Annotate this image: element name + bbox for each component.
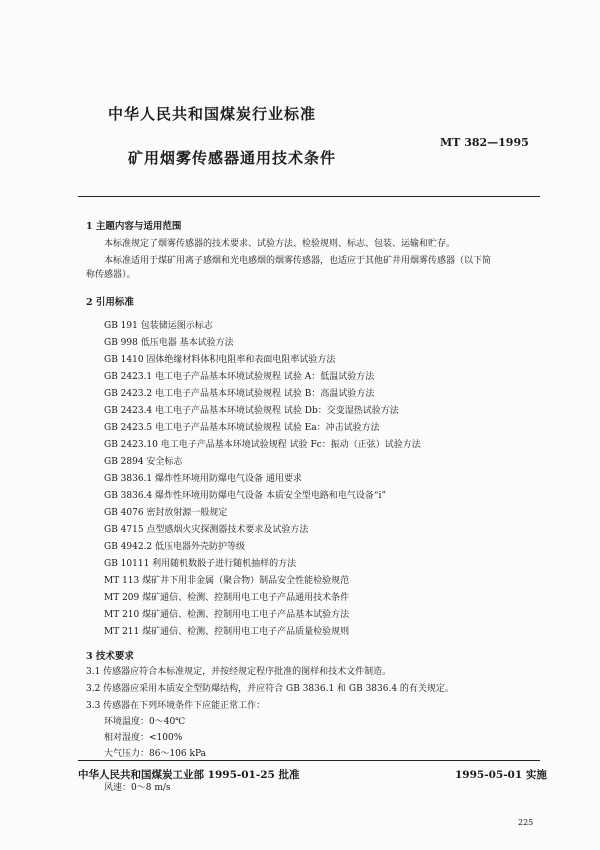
document-title: 矿用烟雾传感器通用技术条件 [128, 149, 337, 167]
reference-item: GB 3836.4 爆炸性环境用防爆电气设备 本质安全型电路和电气设备“i” [104, 491, 386, 501]
reference-item: MT 210 煤矿通信、检测、控制用电工电子产品基本试验方法 [104, 610, 350, 620]
reference-item: GB 4076 密封放射源一般规定 [104, 508, 228, 518]
condition-wind-speed: 风速：0～8 m/s [104, 783, 171, 793]
reference-item: GB 2423.10 电工电子产品基本环境试验规程 试验 Fc：振动（正弦）试验方法 [104, 440, 421, 450]
reference-item: GB 191 包装储运图示标志 [104, 321, 213, 331]
implementation-date: 1995-05-01 实施 [455, 769, 547, 781]
condition-humidity: 相对湿度：<100% [104, 733, 183, 743]
section-2-heading: 2 引用标准 [86, 297, 134, 308]
reference-item: GB 1410 固体绝缘材料体积电阻率和表面电阻率试验方法 [104, 355, 336, 365]
header-divider [78, 196, 540, 197]
clause-3-2: 3.2 传感器应采用本质安全型防爆结构，并应符合 GB 3836.1 和 GB 3836.4 的有关规定。 [86, 684, 454, 694]
reference-item: GB 2423.4 电工电子产品基本环境试验规程 试验 Db：交变湿热试验方法 [104, 406, 399, 416]
industry-standard-title: 中华人民共和国煤炭行业标准 [108, 105, 317, 123]
clause-3-3: 3.3 传感器在下列环境条件下应能正常工作： [86, 701, 266, 711]
reference-item: GB 2423.1 电工电子产品基本环境试验规程 试验 A：低温试验方法 [104, 372, 375, 382]
section-3-heading: 3 技术要求 [86, 651, 134, 662]
condition-pressure: 大气压力：86～106 kPa [104, 749, 206, 759]
section-1-heading: 1 主题内容与适用范围 [86, 221, 182, 232]
reference-item: MT 209 煤矿通信、检测、控制用电工电子产品通用技术条件 [104, 593, 350, 603]
reference-item: MT 113 煤矿井下用非金属（聚合物）制品安全性能检验规范 [104, 576, 350, 586]
section-1-paragraph-2-cont: 称传感器）。 [86, 270, 136, 280]
footer-divider [78, 760, 540, 761]
reference-item: GB 998 低压电器 基本试验方法 [104, 338, 234, 348]
reference-item: GB 10111 利用随机数骰子进行随机抽样的方法 [104, 559, 297, 569]
reference-item: GB 2423.2 电工电子产品基本环境试验规程 试验 B：高温试验方法 [104, 389, 375, 399]
reference-item: GB 4715 点型感烟火灾探测器技术要求及试验方法 [104, 525, 309, 535]
section-1-paragraph-1: 本标准规定了烟雾传感器的技术要求、试验方法、检验规则、标志、包装、运输和贮存。 [104, 239, 456, 249]
section-1-paragraph-2: 本标准适用于煤矿用离子感烟和光电感烟的烟雾传感器，也适应于其他矿井用烟雾传感器（以下简 [104, 256, 492, 266]
condition-temperature: 环境温度：0～40℃ [104, 717, 186, 727]
approval-line: 中华人民共和国煤炭工业部 1995-01-25 批准 [78, 769, 300, 781]
clause-3-1: 3.1 传感器应符合本标准规定，并按经规定程序批准的图样和技术文件制造。 [86, 667, 392, 677]
reference-item: GB 2423.5 电工电子产品基本环境试验规程 试验 Ea：冲击试验方法 [104, 423, 380, 433]
standard-code: MT 382—1995 [440, 136, 529, 149]
reference-item: GB 2894 安全标志 [104, 457, 183, 467]
page-number: 225 [518, 818, 534, 827]
reference-item: GB 4942.2 低压电器外壳防护等级 [104, 542, 246, 552]
reference-item: MT 211 煤矿通信、检测、控制用电工电子产品质量检验规则 [104, 627, 350, 637]
reference-item: GB 3836.1 爆炸性环境用防爆电气设备 通用要求 [104, 474, 302, 484]
